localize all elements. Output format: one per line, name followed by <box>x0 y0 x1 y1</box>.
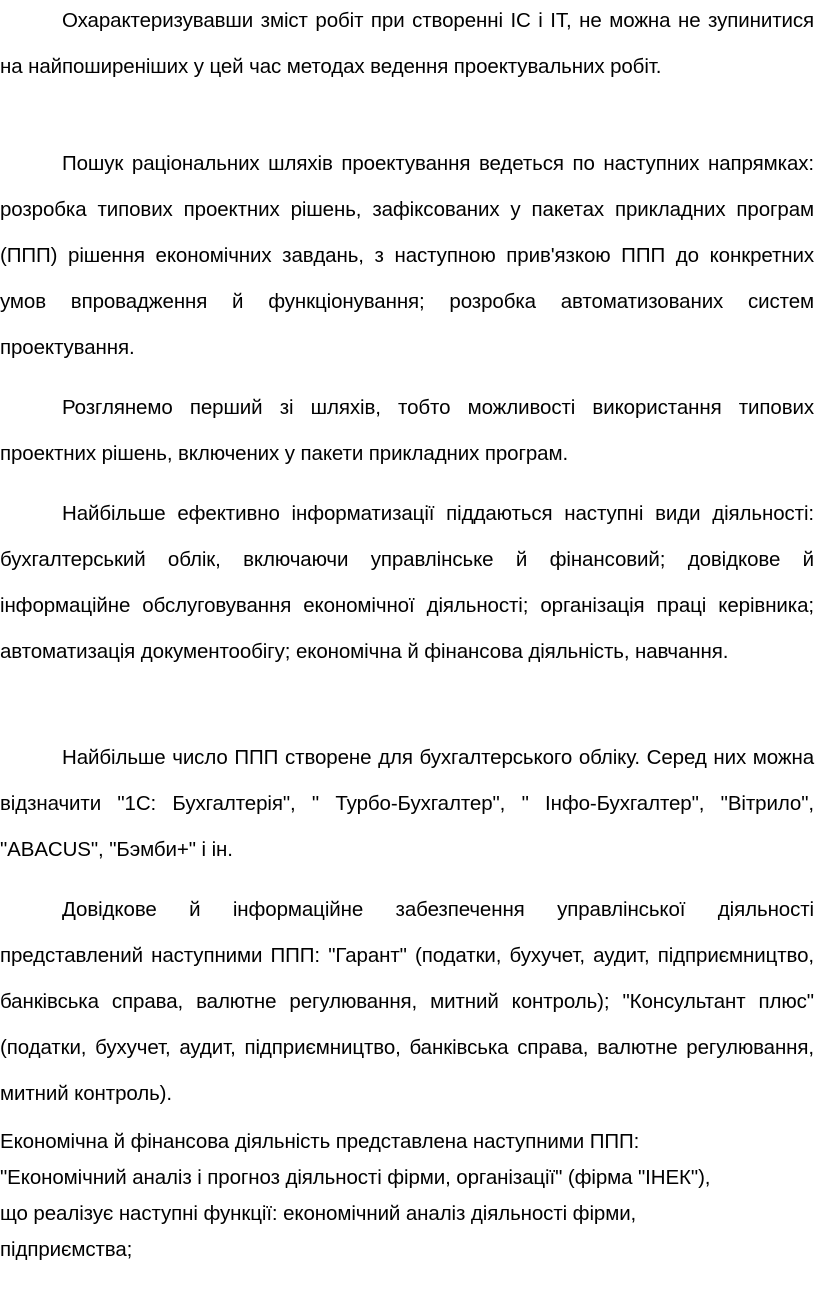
paragraph-design-search: Пошук раціональних шляхів проектування ведеться по наступних напрямках: розробка типових проектних рішень, зафіксованих у пакетах прикладних програм (ППП) рішення економічних завдань, з наступною прив'язкою ППП до конкретних умов впровадження й функціонування; розробка автоматизованих систем проектування. <box>0 152 814 359</box>
economic-software-block <box>0 1124 814 1268</box>
paragraph-accounting-software: Найбільше число ППП створене для бухгалтерського обліку. Серед них можна відзначити "1С: Бухгалтерія", " Турбо-Бухгалтер", " Інфо-Бухгалтер", "Вітрило", "ABACUS", "Бэмби+" і ін. <box>0 746 814 861</box>
paragraph-activities: Найбільше ефективно інформатизації піддаються наступні види діяльності: бухгалтерський облік, включаючи управлінське й фінансовий; довідкове й інформаційне обслуговування економічної діяльності; організація праці керівника; автоматизація документообігу; економічна й фінансова діяльність, навчання. <box>0 502 814 663</box>
paragraph-first-path: Розглянемо перший зі шляхів, тобто можливості використання типових проектних рішень, включених у пакети прикладних програм. <box>0 396 814 465</box>
tail-line: Економічна й фінансова діяльність представлена наступними ППП: <box>0 1130 640 1153</box>
paragraph-reference-software: Довідкове й інформаційне забезпечення управлінської діяльності представлений наступними ППП: "Гарант" (податки, бухучет, аудит, підприємництво, банківська справа, валютне регулювання, митний контроль); "Консультант плюс" (податки, бухучет, аудит, підприємництво, банківська справа, валютне регулювання, митний контроль). <box>0 898 814 1105</box>
paragraph-intro: Охарактеризувавши зміст робіт при створенні ІС і ІТ, не можна не зупинитися на найпоширеніших у цей час методах ведення проектувальних робіт. <box>0 9 814 78</box>
tail-line: підприємства; <box>0 1238 133 1261</box>
tail-line: що реалізує наступні функції: економічний аналіз діяльності фірми, <box>0 1202 637 1225</box>
tail-line: "Економічний аналіз і прогноз діяльності фірми, організації" (фірма "ІНЕК"), <box>0 1166 711 1189</box>
